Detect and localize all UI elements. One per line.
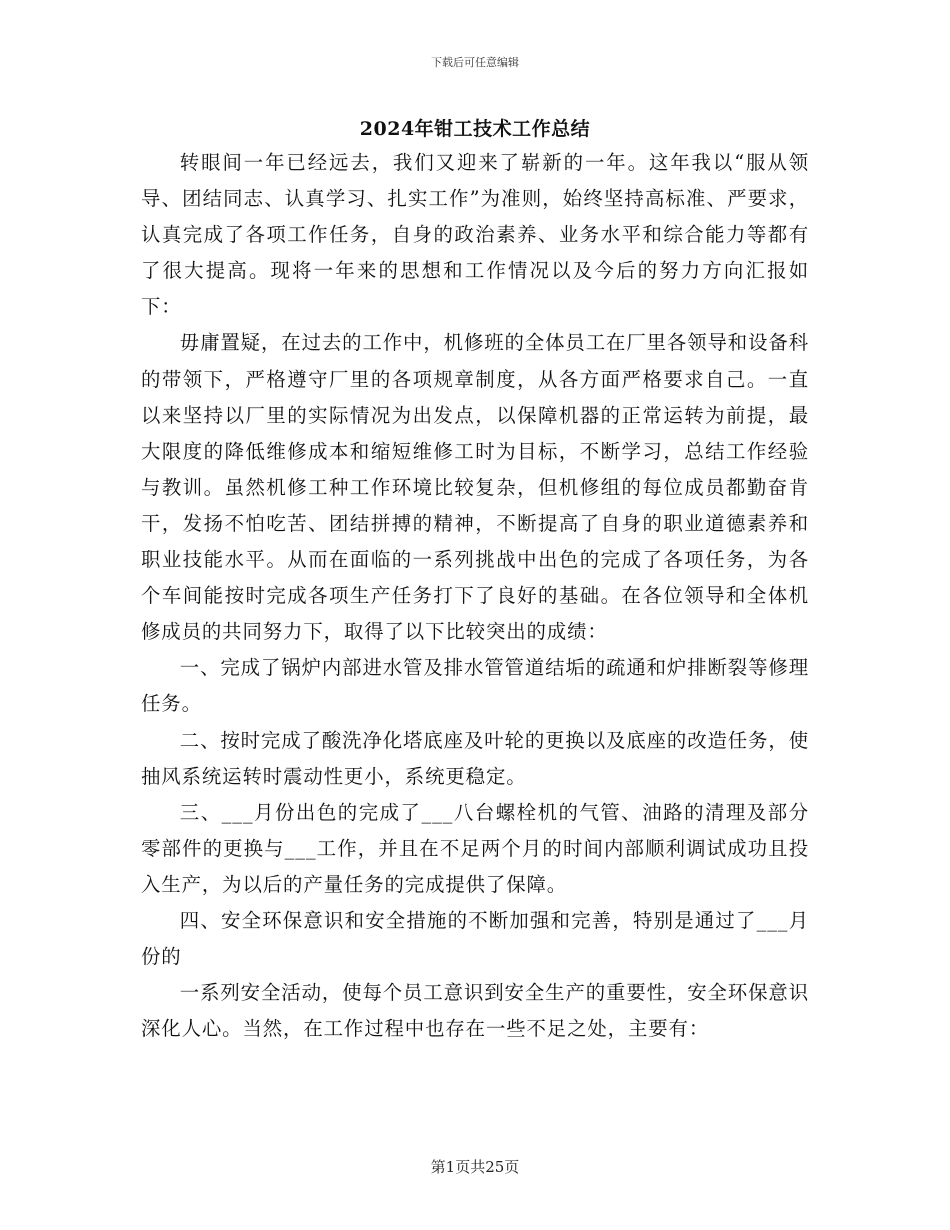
paragraph-work-review: 毋庸置疑，在过去的工作中，机修班的全体员工在厂里各领导和设备科的带领下，严格遵守厂里的各项规章制度，从各方面严格要求自己。一直以来坚持以厂里的实际情况为出发点，以保障机器的正常运转为前提，最大限度的降低维修成本和缩短维修工时为目标，不断学习，总结工作经验与教训。虽然机修工种工作环境比较复杂，但机修组的每位成员都勤奋肯干，发扬不怕吃苦、团结拼搏的精神，不断提高了自身的职业道德素养和职业技能水平。从而在面临的一系列挑战中出色的完成了各项任务，为各个车间能按时完成各项生产任务打下了良好的基础。在各位领导和全体机修成员的共同努力下，取得了以下比较突出的成绩： (141, 331, 809, 644)
document-title: 2024年钳工技术工作总结 (359, 118, 591, 140)
paragraph-achievement-4: 四、安全环保意识和安全措施的不断加强和完善，特别是通过了___月份的 (141, 908, 809, 969)
paragraph-intro: 转眼间一年已经远去，我们又迎来了崭新的一年。这年我以“服从领导、团结同志、认真学习、扎实工作”为准则，始终坚持高标准、严要求，认真完成了各项工作任务，自身的政治素养、业务水平和综合能力等都有了很大提高。现将一年来的思想和工作情况以及今后的努力方向汇报如下： (141, 151, 809, 319)
paragraph-achievement-2: 二、按时完成了酸洗净化塔底座及叶轮的更换以及底座的改造任务，使抽风系统运转时震动性更小，系统更稳定。 (141, 728, 809, 788)
paragraph-achievement-3: 三、___月份出色的完成了___八台螺栓机的气管、油路的清理及部分零部件的更换与___工作，并且在不足两个月的时间内部顺利调试成功且投入生产，为以后的产量任务的完成提供了保障。 (141, 800, 809, 896)
header-note: 下载后可任意编辑 (431, 56, 519, 69)
paragraph-achievement-1: 一、完成了锅炉内部进水管及排水管管道结垢的疏通和炉排断裂等修理任务。 (141, 656, 809, 716)
page-number: 第1页共25页 (430, 1158, 520, 1176)
document-body (141, 145, 809, 1047)
paragraph-safety: 一系列安全活动，使每个员工意识到安全生产的重要性，安全环保意识深化人心。当然，在工作过程中也存在一些不足之处，主要有： (141, 981, 809, 1041)
